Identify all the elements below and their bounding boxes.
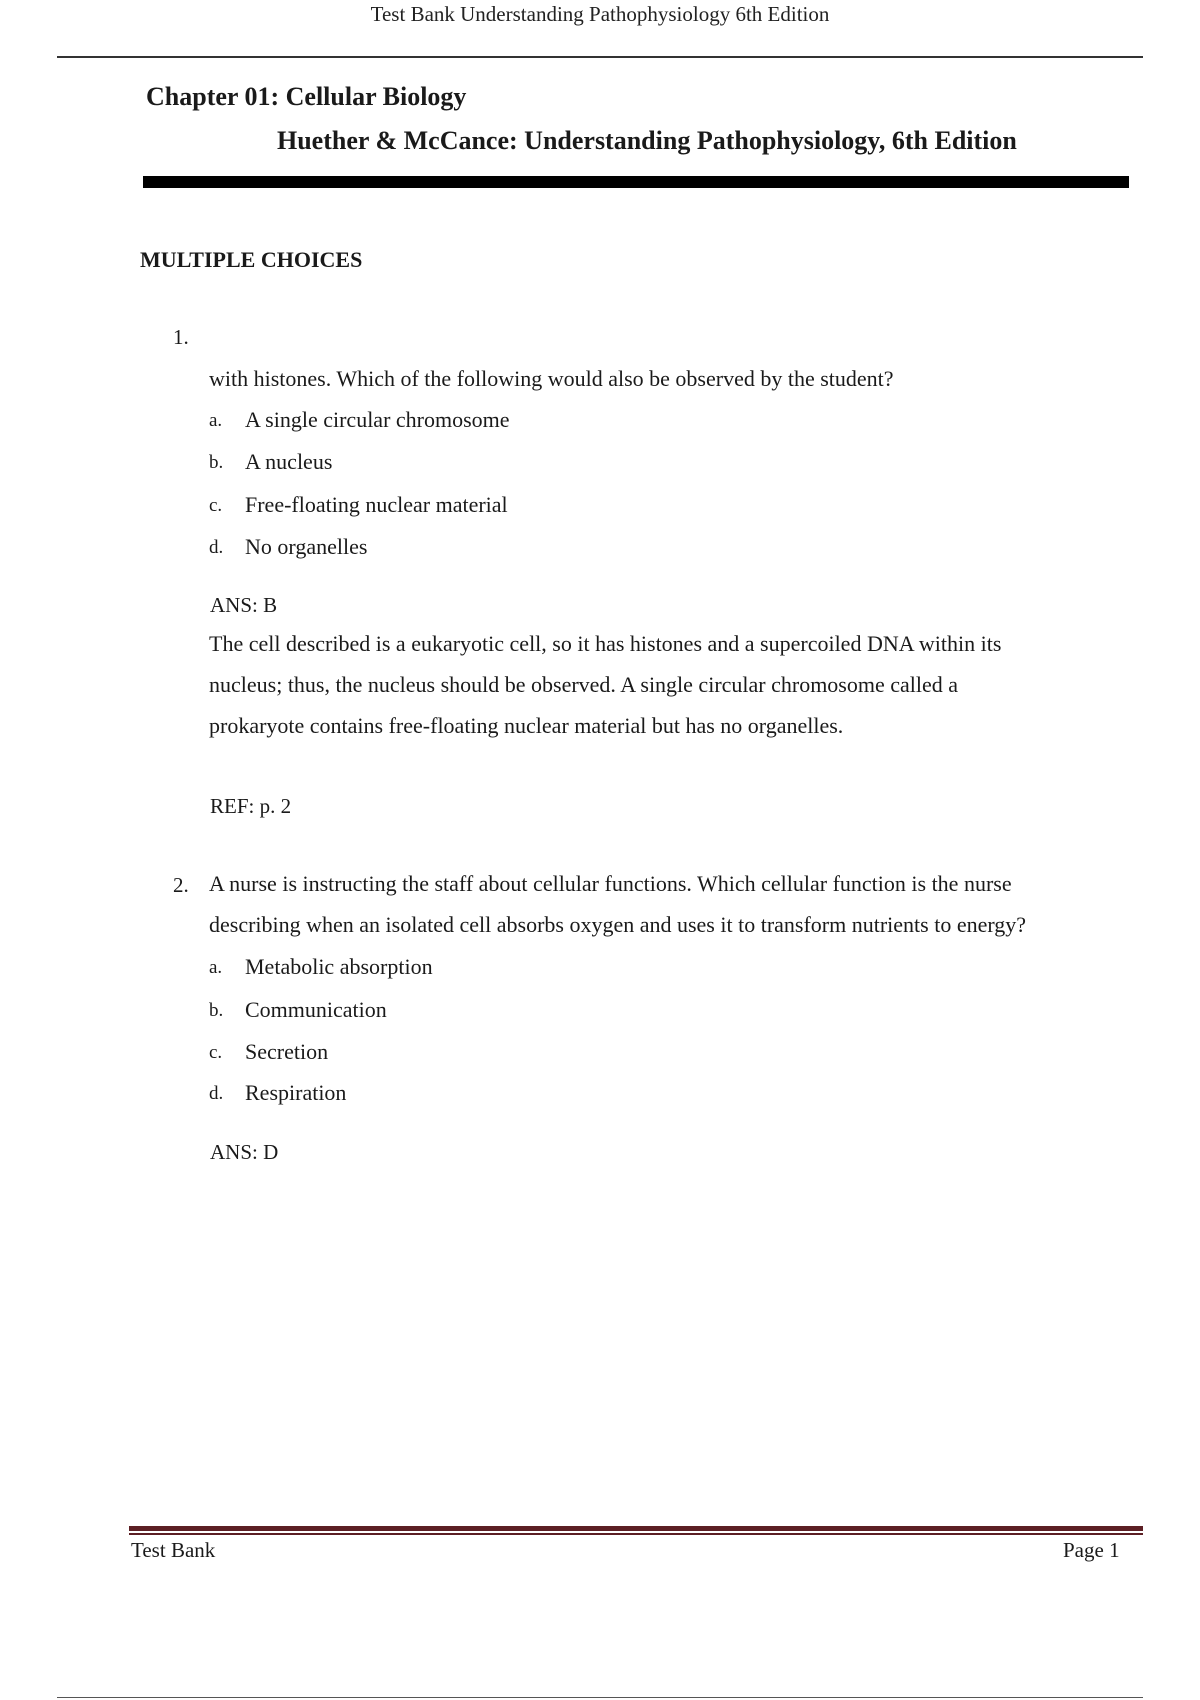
question-number: 1. — [173, 325, 189, 349]
choice-letter: b. — [209, 452, 224, 473]
book-title: Huether & McCance: Understanding Pathophysiology, 6th Edition — [277, 126, 1017, 155]
page-bottom-rule — [57, 1697, 1143, 1698]
question-stem-line: describing when an isolated cell absorbs oxygen and uses it to transform nutrients to energy? — [209, 912, 1027, 937]
choice-text: No organelles — [245, 534, 368, 559]
page-number: Page 1 — [1063, 1538, 1120, 1562]
chapter-title: Chapter 01: Cellular Biology — [146, 82, 467, 111]
choice-text: Metabolic absorption — [245, 954, 433, 979]
choice-letter: c. — [209, 1042, 223, 1063]
choice-letter: a. — [209, 957, 223, 978]
reference: REF: p. 2 — [210, 794, 292, 818]
answer-key: ANS: B — [210, 593, 278, 617]
section-heading: MULTIPLE CHOICES — [140, 247, 363, 272]
choice-text: Free-floating nuclear material — [245, 492, 508, 517]
rationale-line: nucleus; thus, the nucleus should be observed. A single circular chromosome called a — [209, 672, 959, 697]
footer-divider-thin — [129, 1533, 1143, 1535]
choice-letter: a. — [209, 410, 223, 431]
footer-label: Test Bank — [131, 1538, 216, 1562]
header-divider — [57, 56, 1143, 58]
rationale-line: prokaryote contains free-floating nuclear material but has no organelles. — [209, 713, 844, 738]
question-stem-line: A nurse is instructing the staff about cellular functions. Which cellular function is the nurse — [209, 871, 1012, 896]
choice-text: Communication — [245, 997, 387, 1022]
choice-text: A nucleus — [245, 449, 333, 474]
choice-letter: c. — [209, 495, 223, 516]
choice-letter: b. — [209, 1000, 224, 1021]
choice-text: Secretion — [245, 1039, 329, 1064]
running-header: Test Bank Understanding Pathophysiology 6th Edition — [370, 2, 830, 26]
choice-letter: d. — [209, 1083, 224, 1104]
title-divider — [143, 176, 1129, 188]
choice-text: A single circular chromosome — [245, 407, 510, 432]
choice-letter: d. — [209, 537, 224, 558]
footer-divider — [129, 1526, 1143, 1531]
choice-text: Respiration — [245, 1080, 347, 1105]
rationale-line: The cell described is a eukaryotic cell, so it has histones and a supercoiled DNA within its — [209, 631, 1002, 656]
question-stem-line: with histones. Which of the following would also be observed by the student? — [209, 366, 894, 391]
answer-key: ANS: D — [210, 1140, 279, 1164]
question-number: 2. — [173, 873, 189, 897]
